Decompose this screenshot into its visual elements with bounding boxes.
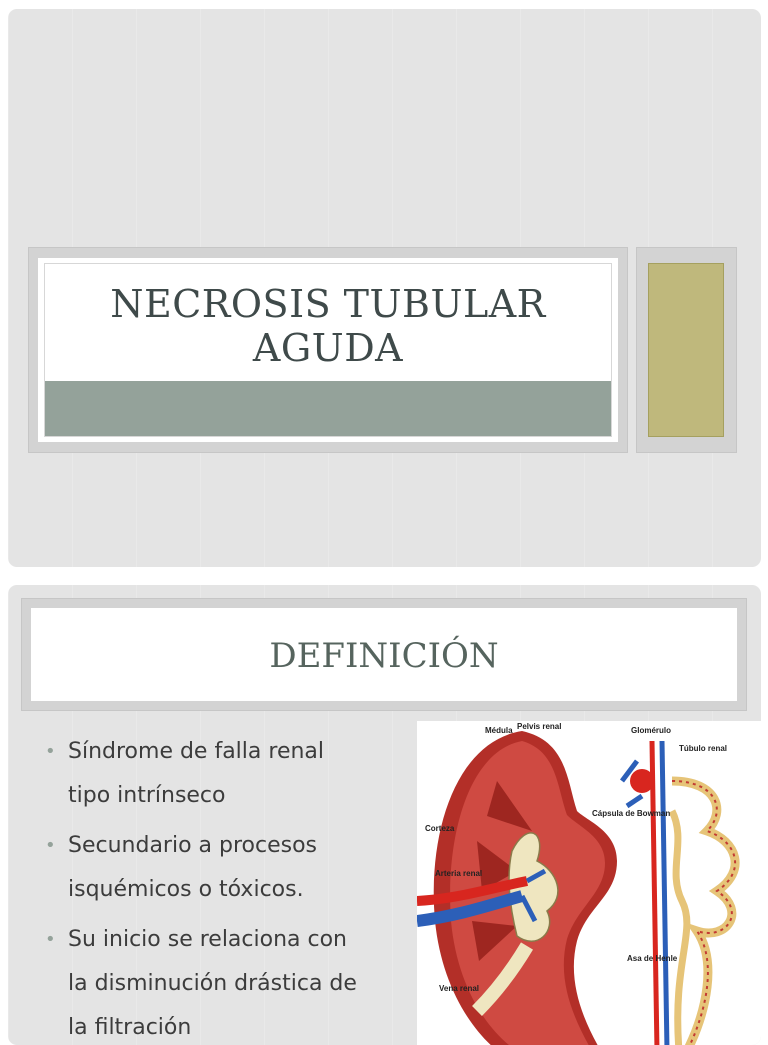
glomerulus	[630, 769, 654, 793]
definition-slide	[8, 585, 761, 1045]
title-box	[44, 263, 612, 437]
title-frame	[28, 247, 628, 453]
heading-frame	[21, 598, 747, 711]
label-pelvis: Pelvis renal	[517, 722, 562, 731]
bullet-item: • Su inicio se relaciona con la disminución drástica de la filtración	[43, 918, 373, 1045]
label-arteria: Arteria renal	[435, 869, 483, 878]
label-medula: Médula	[485, 726, 513, 735]
label-capsula: Cápsula de Bowman	[592, 809, 671, 818]
label-asa: Asa de Henle	[627, 954, 678, 963]
slide-heading: DEFINICIÓN	[269, 636, 499, 676]
title-color-band	[45, 381, 611, 436]
label-vena: Vena renal	[439, 984, 480, 993]
kidney-diagram	[417, 721, 761, 1045]
label-corteza: Corteza	[425, 824, 455, 833]
bullet-dot-icon: •	[45, 835, 56, 856]
label-tubulo: Túbulo renal	[679, 744, 727, 753]
bullet-item: • Síndrome de falla renal tipo intrínseco	[43, 730, 373, 818]
slide-title	[45, 282, 611, 370]
bullet-dot-icon: •	[45, 929, 56, 950]
bullet-list	[43, 730, 373, 1045]
title-line-2: AGUDA	[252, 326, 404, 370]
title-slide	[8, 9, 761, 567]
label-glomerulo: Glomérulo	[631, 726, 672, 735]
kidney-nephron-illustration	[417, 721, 761, 1045]
accent-frame	[636, 247, 737, 453]
bullet-dot-icon: •	[45, 741, 56, 762]
accent-block	[648, 263, 724, 437]
title-line-1: NECROSIS TUBULAR	[110, 282, 546, 326]
loop-of-henle	[672, 811, 687, 1045]
bullet-item: • Secundario a procesos isquémicos o tóxicos.	[43, 824, 373, 912]
